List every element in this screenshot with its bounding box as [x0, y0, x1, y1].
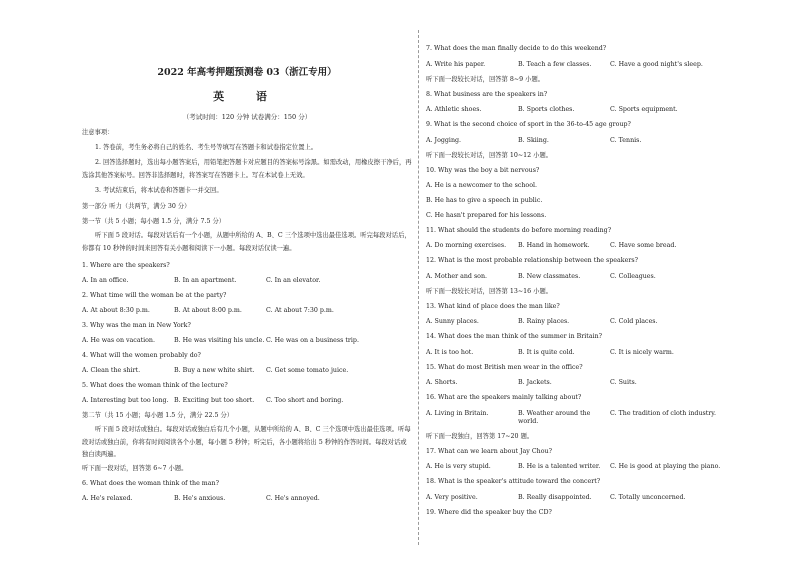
option-a: A. At about 8:30 p.m. — [82, 307, 150, 314]
options-row — [426, 273, 756, 281]
option-b: B. In an apartment. — [174, 277, 237, 284]
option-a: A. Interesting but too long. — [82, 397, 169, 404]
options-row — [426, 463, 756, 471]
section1-heading: 第一节（共 5 小题；每小题 1.5 分，满分 7.5 分） — [82, 218, 226, 225]
option-c: C. At about 7:30 p.m. — [266, 307, 334, 314]
section2-heading: 第二节（共 15 小题；每小题 1.5 分，满分 22.5 分） — [82, 412, 234, 419]
option-a: A. Athletic shoes. — [426, 106, 482, 113]
option-a: A. Do morning exercises. — [426, 242, 507, 249]
option-b: B. At about 8:00 p.m. — [174, 307, 242, 314]
option-b: B. Jackets. — [518, 379, 552, 386]
question-2: 2. What time will the woman be at the party? — [82, 292, 227, 299]
question-line: 16. What are the speakers mainly talking about? — [426, 394, 582, 401]
group-instruction: 听下面一段独白，回答第 17~20 题。 — [426, 432, 534, 440]
option-c: C. The tradition of cloth industry. — [610, 409, 717, 417]
options-row — [426, 410, 756, 426]
options-row — [426, 494, 756, 502]
section2-instructions: 听下面 5 段对话或独白。每段对话或独白后有几个小题，从题中所给的 A、B、C 三个选项中选出最佳选项。听每段对话或独白前，你将有时间阅读各个小题，每小题 5 秒钟；听完后，各小题将给出 5 秒钟的作答时间。每段对话或独白读两遍。 — [82, 426, 411, 458]
question-line: 9. What is the second choice of sport in the 36-to-45 age group? — [426, 121, 631, 128]
option-c: C. Totally unconcerned. — [610, 493, 686, 501]
question-4-options — [82, 367, 412, 375]
options-row — [426, 318, 756, 326]
option-b: B. He's anxious. — [174, 494, 226, 502]
question-6-options — [82, 495, 412, 503]
question-line: 7. What does the man finally decide to do this weekend? — [426, 45, 607, 52]
question-line: 18. What is the speaker's attitude toward the concert? — [426, 478, 601, 485]
group-instruction: 听下面一段较长对话，回答第 10~12 小题。 — [426, 151, 553, 159]
options-row — [426, 379, 756, 387]
question-3-options — [82, 337, 412, 345]
option-a: A. In an office. — [82, 277, 129, 284]
question-line: 10. Why was the boy a bit nervous? — [426, 166, 540, 174]
option-a: A. Mother and son. — [426, 272, 488, 280]
question-2-options — [82, 307, 412, 315]
option-a: A. Jogging. — [426, 136, 462, 144]
option-b: B. Sports clothes. — [518, 106, 575, 113]
question-1-options — [82, 277, 412, 285]
notice-item-1: 1. 答卷前，考生务必将自己的姓名、考生号等填写在答题卡和试卷指定位置上。 — [95, 144, 318, 151]
notice-heading: 注意事项： — [82, 129, 114, 136]
option-c: C. He's annoyed. — [266, 494, 320, 502]
options-row — [426, 137, 756, 145]
option-c: C. Suits. — [610, 379, 637, 386]
question-5-options — [82, 397, 412, 405]
left-column — [82, 56, 412, 503]
option-b: B. Really disappointed. — [518, 493, 592, 501]
question-3: 3. Why was the man in New York? — [82, 322, 191, 329]
option-a: A. Living in Britain. — [426, 409, 489, 417]
notice-item-2: 2. 回答选择题时，选出每小题答案后，用铅笔把答题卡对应题目的答案标号涂黑。如需改动，用橡皮擦干净后，再选涂其他答案标号。回答非选择题时，将答案写在答题卡上。写在本试卷上无效。 — [82, 159, 412, 179]
option-c: C. He is good at playing the piano. — [610, 463, 721, 470]
option-b: B. Rainy places. — [518, 318, 570, 325]
question-line: 15. What do most British men wear in the office? — [426, 363, 583, 371]
question-line: 17. What can we learn about Jay Chou? — [426, 447, 552, 455]
option-b: B. Hand in homework. — [518, 242, 590, 249]
subject-heading: 英 语 — [213, 90, 281, 103]
option-c: C. Colleagues. — [610, 272, 656, 280]
option-c: C. In an elevator. — [266, 277, 321, 284]
option-a: A. Very positive. — [426, 493, 478, 501]
page-title: 2022 年高考押题预测卷 03（浙江专用） — [157, 67, 337, 78]
question-4: 4. What will the women probably do? — [82, 352, 201, 359]
option-c: C. Sports equipment. — [610, 106, 678, 113]
section1-instructions: 听下面 5 段对话。每段对话后有一个小题，从题中所给的 A、B、C 三个选项中选出最佳选项。听完每段对话后，你都有 10 秒钟的时间来回答有关小题和阅读下一小题。每段对话仅读一遍。 — [82, 232, 411, 252]
question-line: B. He has to give a speech in public. — [426, 196, 543, 204]
question-list-1-5 — [82, 262, 412, 405]
options-row — [426, 349, 756, 357]
option-b: B. Weather around the world. — [518, 409, 591, 425]
question-line: C. He hasn't prepared for his lessons. — [426, 211, 547, 219]
option-b: B. New classmates. — [518, 272, 581, 280]
question-6: 6. What does the woman think of the man? — [82, 479, 219, 487]
group-6-7: 听下面一段对话，回答第 6~7 小题。 — [82, 464, 188, 472]
option-a: A. Clean the shirt. — [82, 367, 141, 374]
right-column — [426, 38, 756, 517]
option-a: A. He is very stupid. — [426, 463, 491, 470]
question-line: 13. What kind of place does the man like? — [426, 302, 560, 310]
column-divider — [418, 30, 419, 545]
notice-item-3: 3. 考试结束后，将本试卷和答题卡一并交回。 — [95, 187, 223, 194]
question-5: 5. What does the woman think of the lecture? — [82, 382, 228, 389]
option-a: A. Sunny places. — [426, 318, 479, 325]
question-1: 1. Where are the speakers? — [82, 262, 170, 269]
group-instruction: 听下面一段较长对话，回答第 8~9 小题。 — [426, 75, 545, 83]
question-line: 14. What does the man think of the summer in Britain? — [426, 333, 603, 340]
option-a: A. Shorts. — [426, 379, 458, 386]
question-line: 11. What should the students do before morning reading? — [426, 226, 612, 234]
part1-heading: 第一部分 听力（共两节，满分 30 分） — [82, 203, 191, 210]
question-line: 19. Where did the speaker buy the CD? — [426, 508, 552, 516]
question-line: A. He is a newcomer to the school. — [426, 181, 538, 189]
option-b: B. Skiing. — [518, 136, 549, 144]
option-c: C. He was on a business trip. — [266, 337, 359, 344]
option-c: C. It is nicely warm. — [610, 348, 674, 356]
option-c: C. Have some bread. — [610, 242, 677, 249]
option-a: A. He was on vacation. — [82, 337, 155, 344]
option-b: B. Buy a new white shirt. — [174, 367, 255, 374]
options-row — [426, 106, 756, 114]
options-row — [426, 61, 756, 69]
option-c: C. Cold places. — [610, 318, 658, 325]
option-b: B. Teach a few classes. — [518, 60, 592, 68]
option-c: C. Too short and boring. — [266, 397, 344, 404]
option-a: A. Write his paper. — [426, 60, 486, 68]
exam-meta: （考试时间：120 分钟 试卷满分：150 分） — [182, 113, 312, 121]
option-a: A. He's relaxed. — [82, 494, 133, 502]
question-line: 8. What business are the speakers in? — [426, 90, 548, 98]
option-c: C. Have a good night's sleep. — [610, 60, 703, 68]
group-instruction: 听下面一段较长对话，回答第 13~16 小题。 — [426, 287, 553, 295]
option-c: C. Get some tomato juice. — [266, 367, 349, 374]
option-a: A. It is too hot. — [426, 348, 474, 356]
option-b: B. He was visiting his uncle. — [174, 337, 265, 344]
option-c: C. Tennis. — [610, 136, 642, 144]
options-row — [426, 242, 756, 250]
option-b: B. He is a talented writer. — [518, 463, 601, 470]
question-line: 12. What is the most probable relationship between the speakers? — [426, 257, 638, 264]
option-b: B. It is quite cold. — [518, 348, 575, 356]
option-b: B. Exciting but too short. — [174, 397, 255, 404]
